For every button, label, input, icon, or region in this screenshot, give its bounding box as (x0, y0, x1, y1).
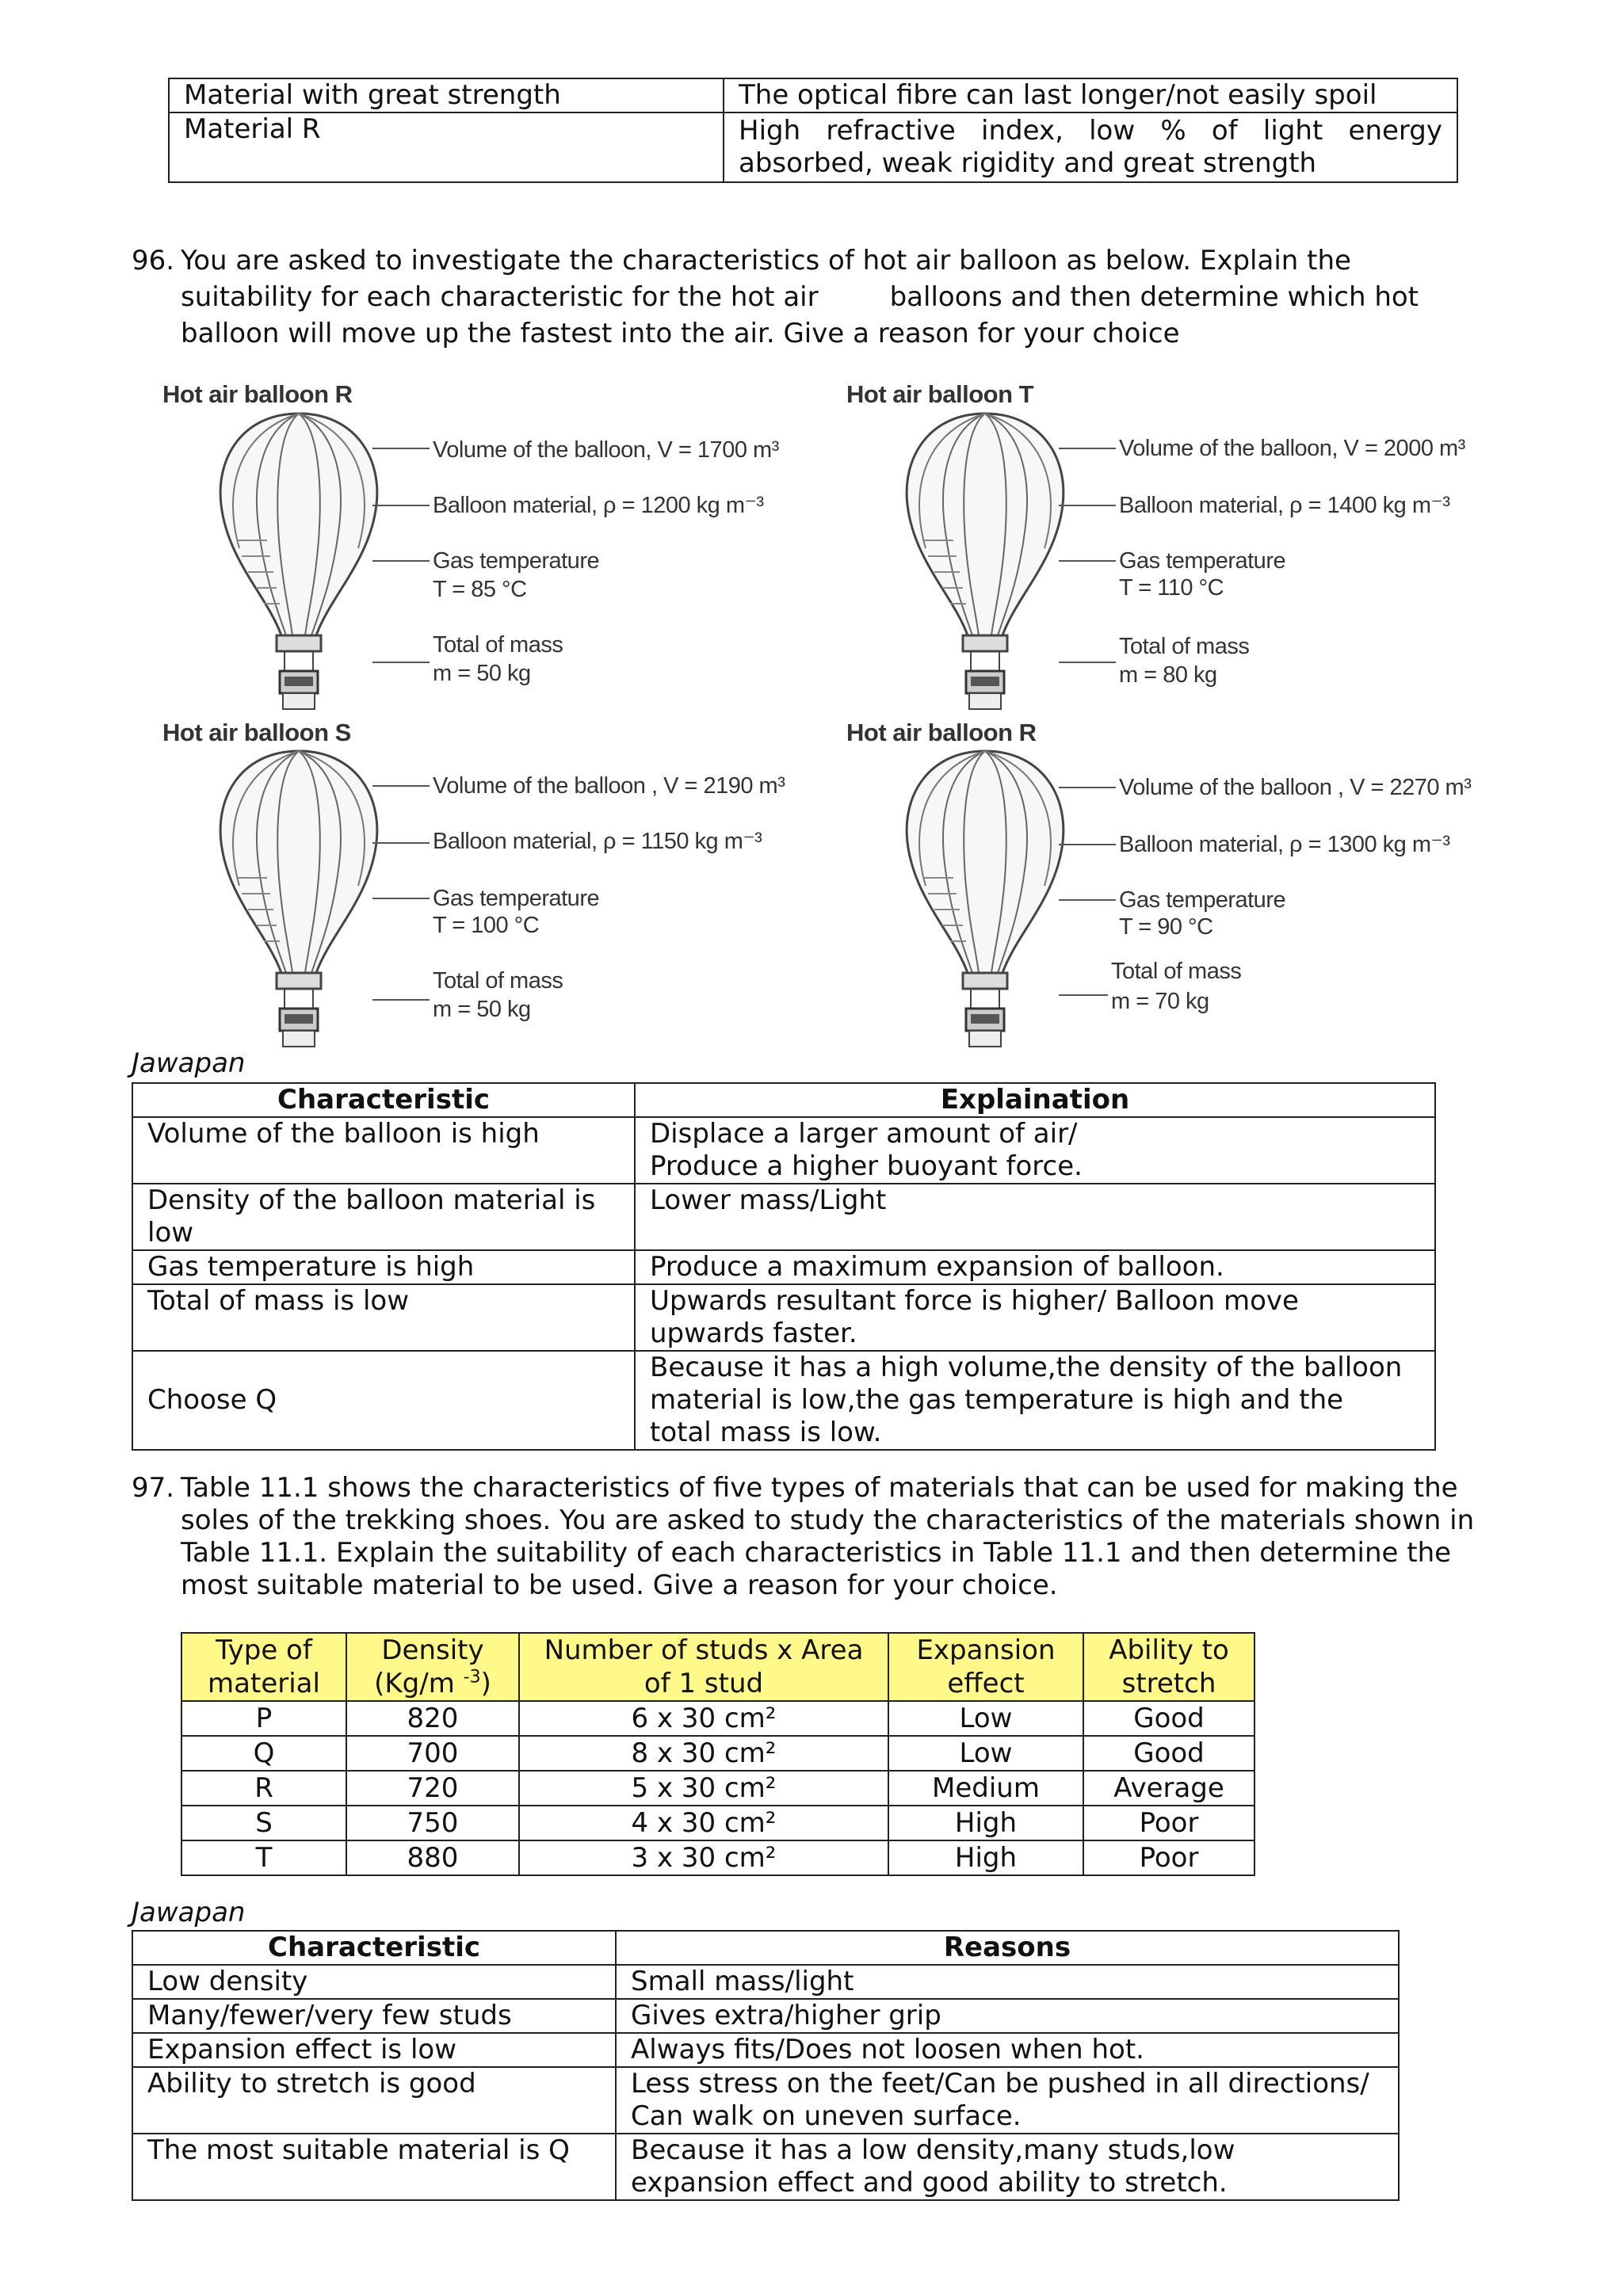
table-cell: Good (1083, 1701, 1254, 1736)
volume-spec: Volume of the balloon, V = 1700 m³ (433, 437, 779, 463)
gas-label: Gas temperature (433, 886, 600, 911)
volume-spec: Volume of the balloon , V = 2190 m³ (433, 773, 785, 799)
table-cell: Low density (132, 1965, 616, 1999)
table-cell: R (181, 1771, 346, 1806)
table-cell: Gives extra/higher grip (616, 1999, 1399, 2033)
mass-label: Total of mass (1111, 959, 1242, 984)
column-header: Number of studs x Area of 1 stud (519, 1633, 888, 1701)
mass-value: m = 70 kg (1111, 989, 1209, 1014)
gas-temp: T = 90 °C (1119, 914, 1213, 940)
question-text (181, 242, 1480, 352)
table-cell: 8 x 30 cm² (519, 1736, 888, 1771)
materials-table (181, 1632, 1255, 1876)
cell-line: High refractive index, low % of light energy (739, 115, 1442, 147)
table-cell (724, 113, 1457, 182)
table-row (132, 1965, 1399, 1999)
mass-value: m = 50 kg (433, 997, 531, 1022)
column-header: Type of material (181, 1633, 346, 1701)
volume-spec: Volume of the balloon, V = 2000 m³ (1119, 436, 1465, 461)
question-line: balloon will move up the fastest into the air. Give a reason for your choice (181, 318, 1180, 349)
mass-label: Total of mass (433, 968, 563, 994)
table-cell: 6 x 30 cm² (519, 1701, 888, 1736)
table-cell: High (888, 1806, 1083, 1840)
table-row (132, 1250, 1435, 1284)
question-line (181, 279, 1480, 315)
table-cell: Average (1083, 1771, 1254, 1806)
table-row (181, 1840, 1254, 1875)
answer-label: Jawapan (132, 1897, 246, 1928)
table-cell: 820 (346, 1701, 519, 1736)
answer-table-97 (132, 1930, 1400, 2201)
balloon-title: Hot air balloon R (846, 719, 1037, 746)
question-line: You are asked to investigate the characteristics of hot air balloon as below. Explain the (181, 245, 1351, 277)
table-cell: Poor (1083, 1840, 1254, 1875)
table-cell: Small mass/light (616, 1965, 1399, 1999)
column-header: Explaination (635, 1083, 1435, 1117)
table-cell: T (181, 1840, 346, 1875)
table-cell: Upwards resultant force is higher/ Balloon move upwards faster. (635, 1284, 1435, 1351)
gas-label: Gas temperature (433, 548, 600, 574)
cell-line: absorbed, weak rigidity and great strength (739, 147, 1317, 179)
question-line: Table 11.1. Explain the suitability of each characteristics in Table 11.1 and then determine the (181, 1537, 1452, 1569)
table-cell: Q (181, 1736, 346, 1771)
question-fragment: suitability for each characteristic for the hot air (181, 281, 819, 313)
table-row (181, 1701, 1254, 1736)
table-cell: Material R (169, 113, 724, 182)
material-spec: Balloon material, ρ = 1150 kg m⁻³ (433, 829, 762, 854)
table-cell: Material with great strength (169, 78, 724, 113)
table-row (169, 78, 1457, 113)
gas-temp: T = 100 °C (433, 913, 540, 938)
table-cell: Poor (1083, 1806, 1254, 1840)
gas-temp: T = 110 °C (1119, 575, 1224, 601)
table-cell: Many/fewer/very few studs (132, 1999, 616, 2033)
table-row (181, 1806, 1254, 1840)
leader-lines (372, 428, 436, 681)
table-row (181, 1736, 1254, 1771)
column-header: Reasons (616, 1931, 1399, 1965)
leader-lines (372, 765, 436, 1019)
table-header-row (132, 1931, 1399, 1965)
table-row (132, 1184, 1435, 1250)
material-spec: Balloon material, ρ = 1200 kg m⁻³ (433, 493, 764, 518)
table-cell: High (888, 1840, 1083, 1875)
column-header: Ability to stretch (1083, 1633, 1254, 1701)
table-cell: Choose Q (132, 1351, 635, 1450)
table-cell: Low (888, 1736, 1083, 1771)
table-cell: Low (888, 1701, 1083, 1736)
table-cell: Because it has a low density,many studs,low expansion effect and good ability to stretch. (616, 2134, 1399, 2200)
table-cell: The most suitable material is Q (132, 2134, 616, 2200)
table-cell: Displace a larger amount of air/ Produce a higher buoyant force. (635, 1117, 1435, 1184)
table-row (132, 1999, 1399, 2033)
table-row (169, 113, 1457, 182)
question-line: most suitable material to be used. Give a reason for your choice. (181, 1569, 1058, 1601)
hot-air-balloon-icon (216, 398, 382, 715)
balloon-title: Hot air balloon R (162, 380, 353, 408)
table-cell: Lower mass/Light (635, 1184, 1435, 1250)
table-cell: Total of mass is low (132, 1284, 635, 1351)
table-row (132, 2033, 1399, 2067)
table-row (132, 1117, 1435, 1184)
table-cell: 700 (346, 1736, 519, 1771)
mass-value: m = 50 kg (433, 661, 531, 686)
table-row (181, 1771, 1254, 1806)
table-cell: 5 x 30 cm² (519, 1771, 888, 1806)
table-cell: Volume of the balloon is high (132, 1117, 635, 1184)
material-spec: Balloon material, ρ = 1300 kg m⁻³ (1119, 832, 1450, 857)
column-header: Characteristic (132, 1083, 635, 1117)
table-header-row (132, 1083, 1435, 1117)
mass-value: m = 80 kg (1119, 662, 1217, 688)
table-cell: 4 x 30 cm² (519, 1806, 888, 1840)
table-cell: Because it has a high volume,the density of the balloon material is low,the gas temperature is high and the total mass is low. (635, 1351, 1435, 1450)
hot-air-balloon-icon (902, 735, 1068, 1052)
leader-lines (1059, 428, 1122, 681)
table-cell: Gas temperature is high (132, 1250, 635, 1284)
table-cell: 720 (346, 1771, 519, 1806)
table-row (132, 2134, 1399, 2200)
table-cell: 3 x 30 cm² (519, 1840, 888, 1875)
question-number: 97. (132, 1472, 175, 1504)
table-cell: S (181, 1806, 346, 1840)
table-row (132, 2067, 1399, 2134)
gas-label: Gas temperature (1119, 887, 1286, 913)
hot-air-balloon-icon (216, 735, 382, 1052)
question-text (181, 1472, 1496, 1602)
table-cell: P (181, 1701, 346, 1736)
volume-spec: Volume of the balloon , V = 2270 m³ (1119, 775, 1472, 800)
table-cell: Ability to stretch is good (132, 2067, 616, 2134)
table-cell: Medium (888, 1771, 1083, 1806)
question-number: 96. (132, 245, 175, 277)
table-cell: Good (1083, 1736, 1254, 1771)
question-fragment: balloons and then determine which hot (889, 281, 1419, 313)
column-header: Density (Kg/m $^{-3}$) (346, 1633, 519, 1701)
top-table (168, 78, 1458, 183)
table-cell: 880 (346, 1840, 519, 1875)
mass-label: Total of mass (433, 632, 563, 658)
answer-label: Jawapan (132, 1047, 246, 1079)
table-cell: Less stress on the feet/Can be pushed in all directions/ Can walk on uneven surface. (616, 2067, 1399, 2134)
table-header-row (181, 1633, 1254, 1701)
mass-label: Total of mass (1119, 634, 1250, 659)
material-spec: Balloon material, ρ = 1400 kg m⁻³ (1119, 493, 1450, 518)
table-cell: The optical fibre can last longer/not easily spoil (724, 78, 1457, 113)
table-cell: Expansion effect is low (132, 2033, 616, 2067)
gas-label: Gas temperature (1119, 548, 1286, 574)
column-header: Characteristic (132, 1931, 616, 1965)
balloon-title: Hot air balloon S (162, 719, 351, 746)
question-line: soles of the trekking shoes. You are asked to study the characteristics of the materials shown in (181, 1505, 1475, 1536)
table-row (132, 1284, 1435, 1351)
table-cell: Produce a maximum expansion of balloon. (635, 1250, 1435, 1284)
column-header: Expansion effect (888, 1633, 1083, 1701)
hot-air-balloon-icon (902, 398, 1068, 715)
question-line: Table 11.1 shows the characteristics of five types of materials that can be used for making the (181, 1472, 1458, 1504)
answer-table-96 (132, 1082, 1436, 1451)
gas-temp: T = 85 °C (433, 577, 527, 602)
table-row (132, 1351, 1435, 1450)
balloon-title: Hot air balloon T (846, 380, 1034, 408)
table-cell: Always fits/Does not loosen when hot. (616, 2033, 1399, 2067)
table-cell: 750 (346, 1806, 519, 1840)
table-cell: Density of the balloon material is low (132, 1184, 635, 1250)
